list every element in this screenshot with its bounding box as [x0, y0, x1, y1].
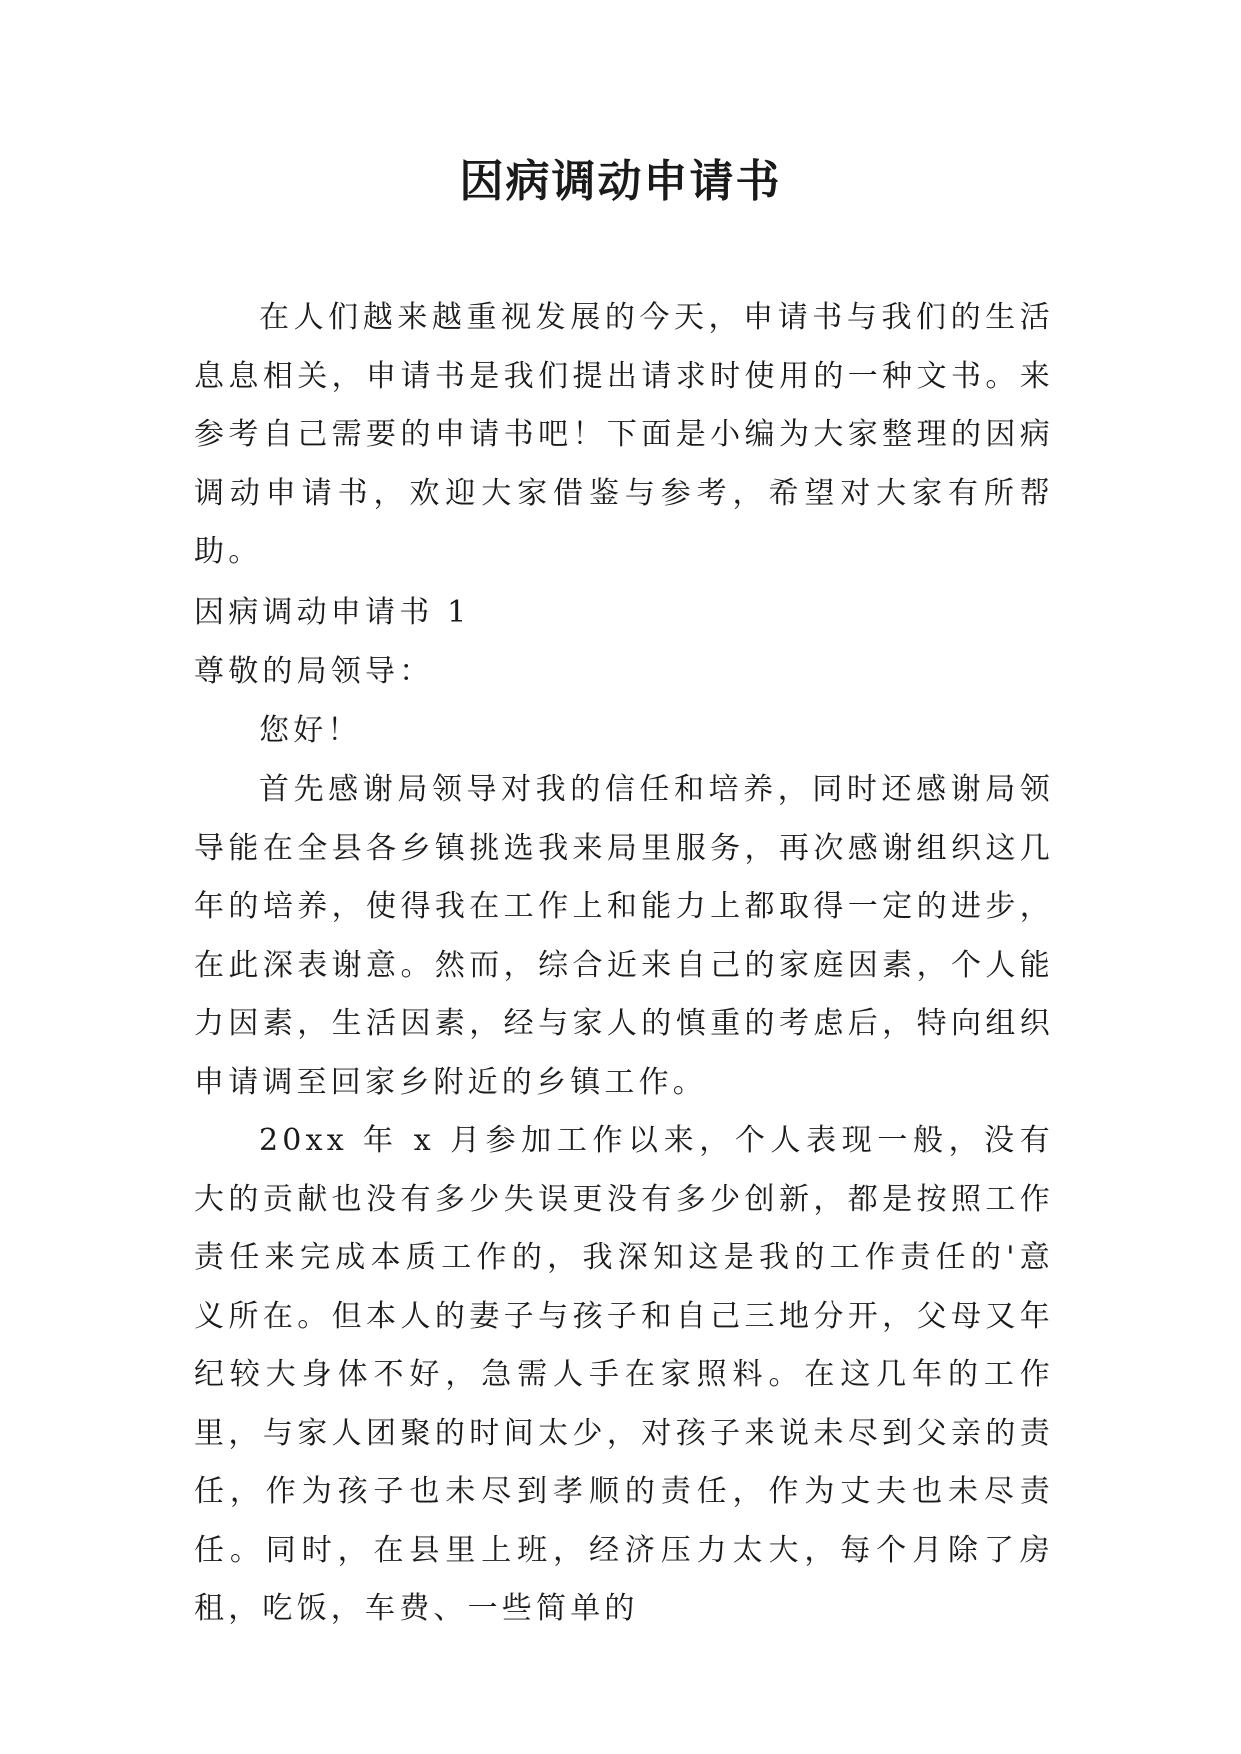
body-paragraph: 首先感谢局领导对我的信任和培养，同时还感谢局领导能在全县各乡镇挑选我来局里服务，再次感谢组织这几年的培养，使得我在工作上和能力上都取得一定的进步，在此深表谢意。然而，综合近来自己的家庭因素，个人能力因素，生活因素，经与家人的慎重的考虑后，特向组织申请调至回家乡附近的乡镇工作。 — [194, 772, 1054, 1100]
body-paragraph: 20xx 年 x 月参加工作以来，个人表现一般，没有大的贡献也没有多少失误更没有多少创新，都是按照工作责任来完成本质工作的，我深知这是我的工作责任的'意义所在。但本人的妻子与孩子和自己三地分开，父母又年纪较大身体不好，急需人手在家照料。在这几年的工作里，与家人团聚的时间太少，对孩子来说未尽到父亲的责任，作为孩子也未尽到孝顺的责任，作为丈夫也未尽责任。同时，在县里上班，经济压力太大，每个月除了房租，吃饭，车费、一些简单的 — [194, 1123, 1054, 1626]
document-title: 因病调动申请书 — [459, 156, 782, 207]
salutation: 尊敬的局领导： — [194, 654, 434, 689]
section-heading: 因病调动申请书 1 — [194, 595, 471, 630]
greeting: 您好！ — [259, 713, 362, 748]
intro-paragraph: 在人们越来越重视发展的今天，申请书与我们的生活息息相关，申请书是我们提出请求时使用的一种文书。来参考自己需要的申请书吧！下面是小编为大家整理的因病调动申请书，欢迎大家借鉴与参考，希望对大家有所帮助。 — [194, 300, 1054, 569]
